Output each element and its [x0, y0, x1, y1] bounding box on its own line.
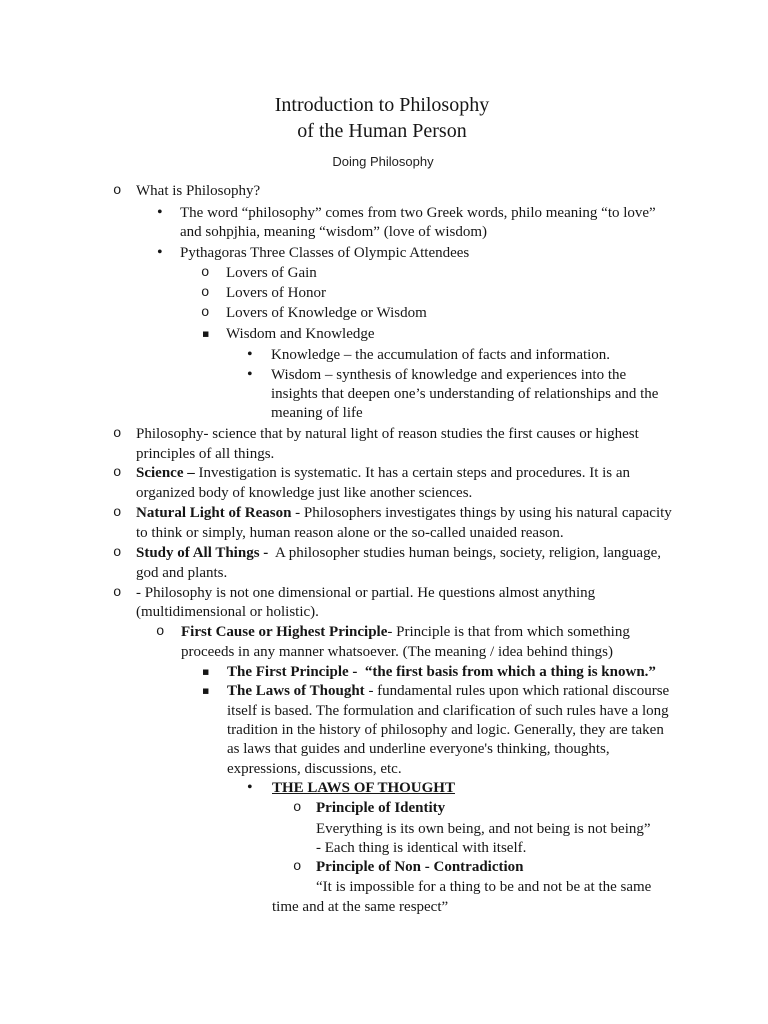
- wisdom-definition-line-3: meaning of life: [271, 405, 363, 421]
- class-item-honor: Lovers of Honor: [226, 285, 326, 301]
- natural-light-description: - Philosophers investigates things by using his natural capacity: [291, 505, 672, 521]
- dot-bullet-icon: •: [247, 779, 253, 796]
- study-all-things-line-2: god and plants.: [136, 565, 228, 581]
- what-is-philosophy-heading: What is Philosophy?: [136, 183, 261, 199]
- circle-bullet-icon: o: [113, 505, 122, 521]
- study-all-things-item: [136, 543, 661, 563]
- square-bullet-icon: ▪: [202, 665, 210, 678]
- circle-bullet-icon: o: [113, 545, 122, 561]
- etymology-line-1: The word “philosophy” comes from two Greek words, philo meaning “to love”: [180, 205, 656, 221]
- circle-bullet-icon: o: [201, 305, 210, 321]
- laws-of-thought-term: The Laws of Thought: [227, 683, 365, 699]
- circle-bullet-icon: o: [201, 265, 210, 281]
- laws-of-thought-line-4: as laws that guides and underline everyone's thinking, thoughts,: [227, 741, 610, 757]
- laws-of-thought-line-3: tradition in the history of philosophy and logic. Generally, they are taken: [227, 722, 664, 738]
- identity-title: Principle of Identity: [316, 800, 446, 816]
- circle-bullet-icon: o: [113, 465, 122, 481]
- natural-light-item: [136, 503, 672, 523]
- document-title-line-2: of the Human Person: [297, 120, 467, 142]
- dot-bullet-icon: •: [247, 366, 253, 383]
- science-line-2: organized body of knowledge just like another sciences.: [136, 485, 473, 501]
- first-cause-term: First Cause or Highest Principle: [181, 624, 388, 640]
- non-contradiction-title: Principle of Non - Contradiction: [316, 859, 524, 875]
- laws-of-thought-item: [227, 681, 669, 701]
- holistic-line-1: - Philosophy is not one dimensional or partial. He questions almost anything: [136, 585, 596, 601]
- study-all-things-description: A philosopher studies human beings, society, religion, language,: [268, 545, 661, 561]
- dot-bullet-icon: •: [157, 244, 163, 261]
- circle-bullet-icon: o: [113, 426, 122, 442]
- science-description: Investigation is systematic. It has a certain steps and procedures. It is an: [194, 465, 631, 481]
- first-cause-item: [181, 622, 630, 642]
- holistic-line-2: (multidimensional or holistic).: [136, 604, 319, 620]
- natural-light-line-2: to think or simply, human reason alone or the so-called unaided reason.: [136, 525, 564, 541]
- non-contradiction-line-2: time and at the same respect”: [272, 899, 449, 915]
- class-item-gain: Lovers of Gain: [226, 265, 317, 281]
- square-bullet-icon: ▪: [202, 684, 210, 697]
- laws-of-thought-heading: THE LAWS OF THOUGHT: [272, 780, 455, 796]
- dot-bullet-icon: •: [157, 204, 163, 221]
- circle-bullet-icon: o: [293, 859, 302, 875]
- laws-of-thought-description: - fundamental rules upon which rational discourse: [364, 683, 670, 699]
- circle-bullet-icon: o: [113, 183, 122, 199]
- science-term: Science –: [136, 465, 195, 481]
- first-principle-item: The First Principle - “the first basis from which a thing is known.”: [227, 664, 656, 680]
- circle-bullet-icon: o: [156, 624, 165, 640]
- first-cause-description: - Principle is that from which something: [387, 624, 630, 640]
- definition-line-2: principles of all things.: [136, 446, 275, 462]
- pythagoras-heading: Pythagoras Three Classes of Olympic Attendees: [180, 245, 470, 261]
- non-contradiction-line-1: “It is impossible for a thing to be and not be at the same: [316, 879, 652, 895]
- natural-light-term: Natural Light of Reason: [136, 505, 292, 521]
- document-title-line-1: Introduction to Philosophy: [274, 94, 490, 116]
- laws-of-thought-line-5: expressions, discussions, etc.: [227, 761, 402, 777]
- document-subtitle: Doing Philosophy: [332, 154, 434, 169]
- dot-bullet-icon: •: [247, 346, 253, 363]
- wisdom-and-knowledge-heading: Wisdom and Knowledge: [226, 326, 375, 342]
- etymology-line-2: and sohpjhia, meaning “wisdom” (love of wisdom): [180, 224, 488, 240]
- class-item-knowledge: Lovers of Knowledge or Wisdom: [226, 305, 427, 321]
- first-cause-line-2: proceeds in any manner whatsoever. (The meaning / idea behind things): [181, 644, 613, 660]
- circle-bullet-icon: o: [201, 285, 210, 301]
- circle-bullet-icon: o: [293, 800, 302, 816]
- knowledge-definition: Knowledge – the accumulation of facts and information.: [271, 347, 611, 363]
- definition-line-1: Philosophy- science that by natural light of reason studies the first causes or highest: [136, 426, 639, 442]
- wisdom-definition-line-1: Wisdom – synthesis of knowledge and experiences into the: [271, 367, 627, 383]
- study-all-things-term: Study of All Things -: [136, 545, 269, 561]
- circle-bullet-icon: o: [113, 585, 122, 601]
- identity-line-1: Everything is its own being, and not being is not being”: [316, 821, 651, 837]
- science-item: [136, 463, 630, 483]
- wisdom-definition-line-2: insights that deepen one’s understanding of relationships and the: [271, 386, 659, 402]
- identity-line-2: - Each thing is identical with itself.: [316, 840, 527, 856]
- laws-of-thought-line-2: itself is based. The formulation and clarification of such rules have a long: [227, 703, 669, 719]
- square-bullet-icon: ▪: [202, 327, 210, 340]
